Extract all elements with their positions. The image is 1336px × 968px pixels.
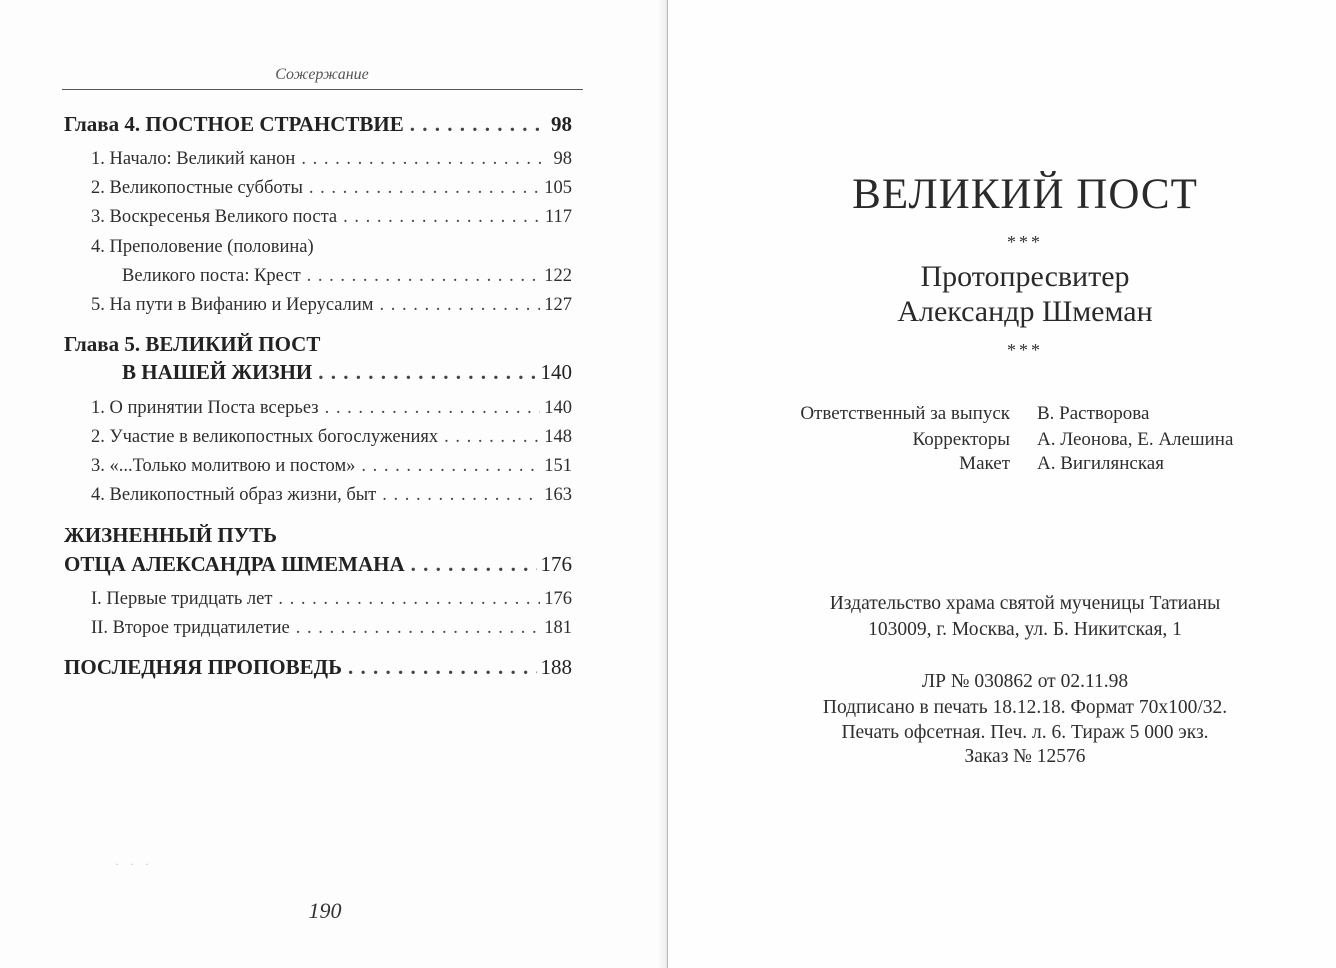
toc-entry-title: 1. О принятии Поста всерьез [91, 398, 319, 418]
leader-dots [410, 112, 547, 137]
scan-smudge: · · · [115, 857, 153, 871]
toc-chapter-5[interactable]: Глава 5. ВЕЛИКИЙ ПОСТ [64, 332, 321, 356]
author-line-2: Александр Шмеман [897, 295, 1153, 328]
book-title: ВЕЛИКИЙ ПОСТ [852, 171, 1198, 218]
toc-entry[interactable] [91, 149, 572, 170]
separator-stars: *** [1007, 232, 1043, 252]
toc-entry[interactable] [91, 295, 572, 316]
leader-dots [296, 618, 541, 639]
leader-dots [318, 360, 536, 385]
leader-dots [301, 149, 549, 170]
toc-entry[interactable] [91, 485, 572, 506]
toc-page-number: 140 [540, 360, 572, 384]
leader-dots [380, 295, 541, 316]
toc-page-number: 188 [540, 655, 572, 679]
credit-role: Ответственный за выпуск [800, 403, 1010, 424]
toc-page-number: 122 [544, 266, 572, 286]
credit-name: А. Вигилянская [1037, 453, 1164, 474]
toc-entry[interactable] [122, 266, 572, 287]
print-signed: Подписано в печать 18.12.18. Формат 70х100/32. [822, 697, 1228, 718]
publisher-address: 103009, г. Москва, ул. Б. Никитская, 1 [868, 619, 1182, 640]
toc-entry[interactable] [91, 618, 572, 639]
leader-dots [382, 485, 540, 506]
toc-page-number: 105 [544, 178, 572, 198]
toc-entry-title: 2. Великопостные субботы [91, 178, 303, 198]
toc-page-number: 181 [544, 618, 572, 638]
leader-dots [278, 589, 540, 610]
toc-page-number: 176 [540, 552, 572, 576]
toc-page-number: 148 [544, 427, 572, 447]
toc-chapter-4[interactable] [64, 112, 572, 137]
toc-entry[interactable] [91, 207, 572, 228]
license-number: ЛР № 030862 от 02.11.98 [921, 671, 1129, 692]
toc-entry[interactable] [91, 427, 572, 448]
author-line-1: Протопресвитер [920, 260, 1130, 293]
publisher-name: Издательство храма святой мученицы Татианы [829, 593, 1221, 614]
toc-page-number: 98 [551, 112, 572, 136]
toc-entry[interactable] [91, 456, 572, 477]
credit-role: Корректоры [912, 429, 1010, 450]
toc-last-sermon[interactable] [64, 655, 572, 680]
toc-entry[interactable] [91, 398, 572, 419]
toc-entry-title: 3. «...Только молитвою и постом» [91, 456, 356, 476]
leader-dots [325, 398, 541, 419]
toc-entry-title-cont: В НАШЕЙ ЖИЗНИ [122, 360, 313, 384]
credit-role: Макет [959, 453, 1010, 474]
leader-dots [348, 655, 537, 680]
toc-entry-title: ПОСЛЕДНЯЯ ПРОПОВЕДЬ [64, 655, 342, 679]
toc-page-number: 127 [544, 295, 572, 315]
leader-dots [411, 552, 537, 577]
toc-entry-title: Глава 4. ПОСТНОЕ СТРАНСТВИЕ [64, 112, 404, 136]
toc-page-number: 176 [544, 589, 572, 609]
toc-page-number: 140 [544, 398, 572, 418]
leader-dots [307, 266, 541, 287]
leader-dots [309, 178, 540, 199]
toc-page-number: 151 [544, 456, 572, 476]
toc-entry-title: II. Второе тридцатилетие [91, 618, 290, 638]
toc-entry-title-cont: Великого поста: Крест [122, 266, 301, 286]
running-head: Сожержание [275, 66, 369, 83]
print-details: Печать офсетная. Печ. л. 6. Тираж 5 000 экз. [841, 722, 1209, 743]
toc-entry[interactable] [91, 589, 572, 610]
separator-stars: *** [1007, 340, 1043, 360]
credit-name: В. Растворова [1037, 403, 1150, 424]
right-page [668, 0, 1336, 968]
toc-entry-title: 2. Участие в великопостных богослужениях [91, 427, 439, 447]
header-rule [62, 89, 583, 90]
leader-dots [444, 427, 540, 448]
toc-entry-title: 4. Великопостный образ жизни, быт [91, 485, 377, 505]
page-number: 190 [308, 898, 342, 923]
toc-entry-title: I. Первые тридцать лет [91, 589, 273, 609]
toc-entry-title: 4. Преполовение (половина) [91, 237, 314, 257]
order-number: Заказ № 12576 [964, 746, 1086, 767]
toc-entry-title-cont: ОТЦА АЛЕКСАНДРА ШМЕМАНА [64, 552, 405, 576]
toc-entry-title: 3. Воскресенья Великого поста [91, 207, 338, 227]
toc-page-number: 98 [553, 149, 572, 169]
toc-entry[interactable] [122, 360, 572, 385]
toc-entry[interactable] [91, 178, 572, 199]
leader-dots [361, 456, 540, 477]
leader-dots [343, 207, 541, 228]
toc-page-number: 117 [544, 207, 572, 227]
toc-entry[interactable] [64, 552, 572, 577]
toc-entry-title: 1. Начало: Великий канон [91, 149, 296, 169]
toc-biography[interactable]: ЖИЗНЕННЫЙ ПУТЬ [64, 523, 278, 547]
credit-name: А. Леонова, Е. Алешина [1037, 429, 1234, 450]
toc-entry-title: 5. На пути в Вифанию и Иерусалим [91, 295, 374, 315]
toc-page-number: 163 [544, 485, 572, 505]
